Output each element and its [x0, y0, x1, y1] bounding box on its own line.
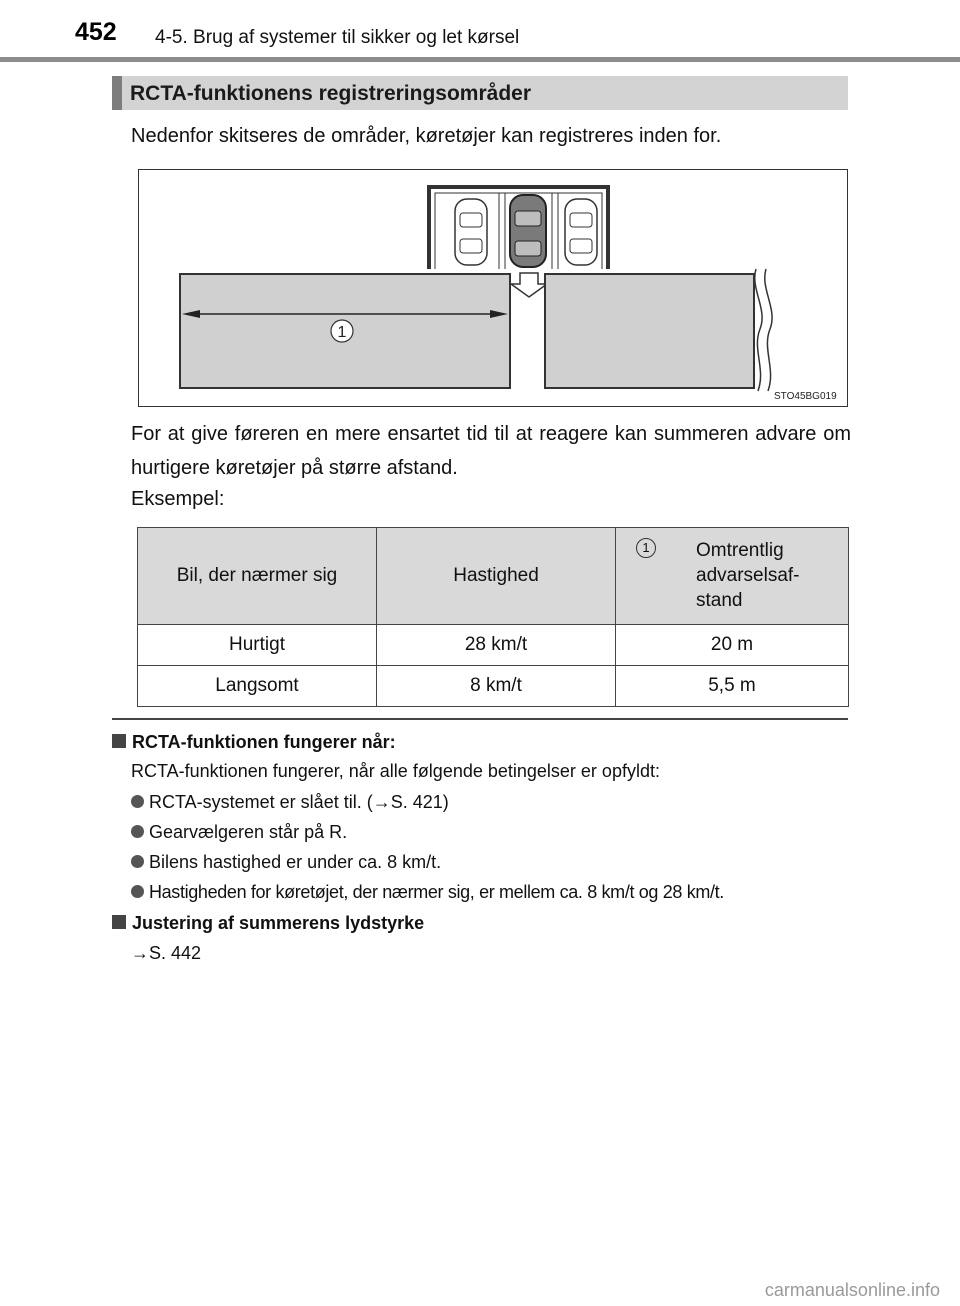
table-cell: Langsomt [138, 666, 377, 707]
parked-car-left [455, 199, 487, 265]
list-item: RCTA-systemet er slået til. (→S. 421) [131, 787, 449, 817]
bullet-icon [131, 885, 144, 898]
example-label: Eksempel: [131, 488, 225, 510]
table-cell: 20 m [616, 625, 849, 666]
bullet-icon [131, 825, 144, 838]
square-bullet-icon [112, 734, 126, 748]
list-item: Hastigheden for køretøjet, der nærmer sig, er mellem ca. 8 km/t og 28 km/t. [131, 877, 724, 907]
table-row [138, 625, 849, 666]
table-cell: 5,5 m [616, 666, 849, 707]
table-cell: 8 km/t [377, 666, 616, 707]
intro-paragraph: Nedenfor skitseres de områder, køretøjer kan registreres inden for. [131, 125, 722, 147]
page-reference: →S. 442 [131, 943, 202, 963]
list-item: Gearvælgeren står på R. [131, 817, 347, 847]
table-cell: Hurtigt [138, 625, 377, 666]
chapter-title: 4-5. Brug af systemer til sikker og let kørsel [155, 27, 520, 48]
figure-callout: 1 [337, 324, 347, 341]
footer-watermark: carmanualsonline.info [764, 1280, 940, 1300]
warning-distance-table [137, 527, 849, 707]
table-header-cell: Hastighed [377, 528, 616, 625]
bullet-icon [131, 795, 144, 808]
bullet-icon [131, 855, 144, 868]
detection-area-figure [138, 169, 848, 407]
section-title: RCTA-funktionens registreringsområder [130, 82, 531, 105]
table-header-cell [616, 528, 849, 625]
table-header-distance: Omtrentlig advarselsaf- stand [696, 540, 800, 611]
table-row [138, 666, 849, 707]
header-rule [0, 57, 960, 62]
table-cell: 28 km/t [377, 625, 616, 666]
note-heading-2: Justering af summerens lydstyrke [112, 908, 424, 938]
parked-car-right [565, 199, 597, 265]
explanation-paragraph: For at give føreren en mere ensartet tid til at reagere kan summeren advare om hurtigere køretøjer på større afstand. [131, 423, 851, 479]
section-accent [112, 76, 122, 110]
section-heading-bar [112, 76, 848, 110]
own-car [510, 195, 546, 267]
note-text-1: RCTA-funktionen fungerer, når alle følgende betingelser er opfyldt: [131, 761, 660, 781]
page-number: 452 [75, 18, 117, 46]
separator-rule [112, 718, 848, 720]
square-bullet-icon [112, 915, 126, 929]
figure-code: STO45BG019 [774, 391, 837, 402]
table-callout: 1 [636, 538, 656, 558]
table-header-cell: Bil, der nærmer sig [138, 528, 377, 625]
note-heading-1: RCTA-funktionen fungerer når: [112, 727, 396, 757]
detection-area-illustration [138, 169, 848, 407]
list-item: Bilens hastighed er under ca. 8 km/t. [131, 847, 441, 877]
